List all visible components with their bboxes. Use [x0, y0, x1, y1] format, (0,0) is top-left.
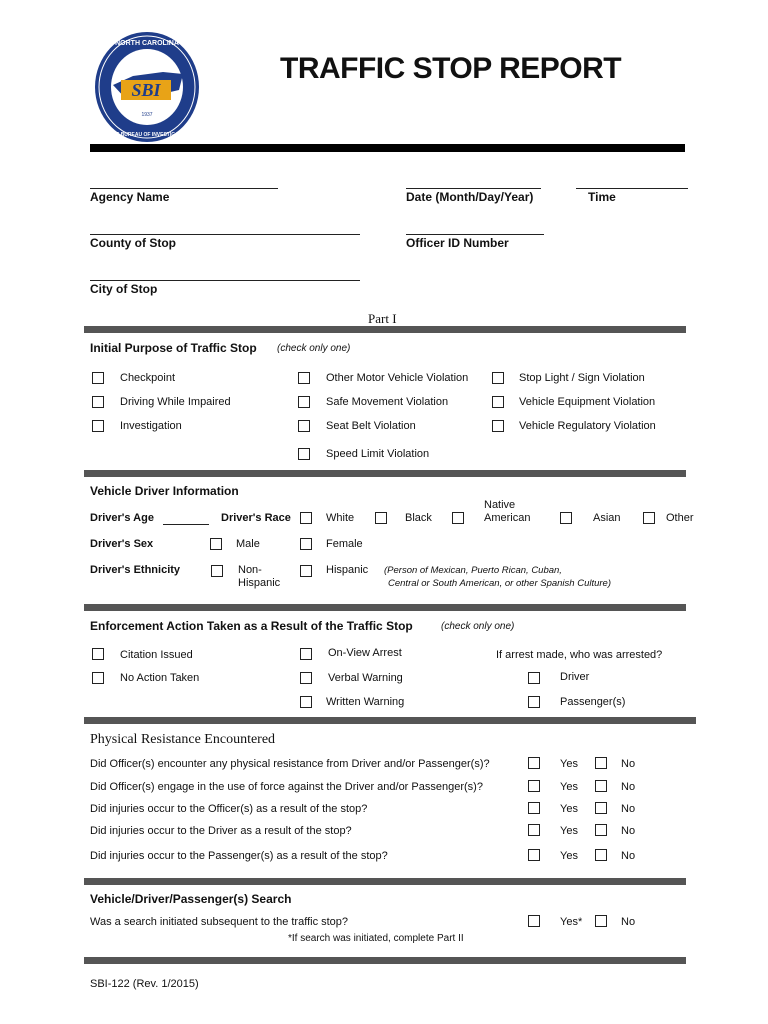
- svg-text:1937: 1937: [141, 112, 153, 118]
- svg-text:SBI: SBI: [131, 80, 161, 100]
- driver-injury-yes-label: Yes: [560, 825, 578, 837]
- section-divider: [84, 604, 686, 611]
- sex-female-checkbox[interactable]: [300, 538, 312, 550]
- written-warning-label: Written Warning: [326, 696, 405, 708]
- race-native-checkbox[interactable]: [452, 512, 464, 524]
- safe-movement-checkbox[interactable]: [298, 396, 310, 408]
- driver-injury-no-checkbox[interactable]: [595, 824, 607, 836]
- officer-injury-yes-label: Yes: [560, 803, 578, 815]
- sex-male-label: Male: [236, 538, 260, 550]
- race-white-label: White: [326, 512, 355, 524]
- search-note: *If search was initiated, complete Part II: [288, 933, 464, 944]
- search-heading: Vehicle/Driver/Passenger(s) Search: [90, 892, 292, 906]
- section-divider: [84, 470, 686, 477]
- stop-light-checkbox[interactable]: [492, 372, 504, 384]
- citation-checkbox[interactable]: [92, 648, 104, 660]
- time-line[interactable]: [576, 188, 688, 189]
- race-black-label: Black: [405, 512, 432, 524]
- part-label: Part I: [368, 311, 397, 326]
- passenger-injury-yes-label: Yes: [560, 850, 578, 862]
- passenger-injury-yes-checkbox[interactable]: [528, 849, 540, 861]
- resistance-heading: Physical Resistance Encountered: [90, 732, 276, 747]
- race-other-label: Other: [666, 512, 694, 524]
- svg-text:NORTH CAROLINA: NORTH CAROLINA: [115, 40, 179, 47]
- officer-injury-no-label: No: [621, 803, 636, 815]
- search-yes-checkbox[interactable]: [528, 915, 540, 927]
- section-divider: [84, 326, 686, 333]
- resistance-no-checkbox[interactable]: [595, 757, 607, 769]
- driver-heading: Vehicle Driver Information: [90, 484, 239, 498]
- race-black-checkbox[interactable]: [375, 512, 387, 524]
- seat-belt-checkbox[interactable]: [298, 420, 310, 432]
- no-action-checkbox[interactable]: [92, 672, 104, 684]
- date-line[interactable]: [406, 188, 541, 189]
- verbal-warning-label: Verbal Warning: [328, 672, 403, 684]
- eth-non-hispanic-checkbox[interactable]: [211, 565, 223, 577]
- driver-injury-no-label: No: [621, 825, 636, 837]
- driver-age-label: Driver's Age: [90, 512, 154, 524]
- driver-injury-yes-checkbox[interactable]: [528, 824, 540, 836]
- other-mv-label: Other Motor Vehicle Violation: [326, 372, 469, 384]
- title-rule: [90, 144, 685, 152]
- vehicle-regulatory-label: Vehicle Regulatory Violation: [519, 420, 656, 432]
- race-asian-label: Asian: [593, 512, 621, 524]
- citation-label: Citation Issued: [120, 649, 193, 661]
- search-no-label: No: [621, 916, 636, 928]
- dwi-label: Driving While Impaired: [120, 396, 231, 408]
- driver-age-line[interactable]: [163, 524, 209, 525]
- race-other-checkbox[interactable]: [643, 512, 655, 524]
- speed-limit-label: Speed Limit Violation: [326, 448, 430, 460]
- vehicle-equipment-checkbox[interactable]: [492, 396, 504, 408]
- time-label: Time: [588, 190, 616, 204]
- force-yes-label: Yes: [560, 781, 578, 793]
- date-label: Date (Month/Day/Year): [406, 190, 534, 204]
- section-divider: [84, 717, 696, 724]
- investigation-checkbox[interactable]: [92, 420, 104, 432]
- arrest-driver-label: Driver: [560, 671, 590, 683]
- onview-arrest-label: On-View Arrest: [328, 647, 402, 659]
- resistance-yes-label: Yes: [560, 758, 578, 770]
- driver-injury-question: Did injuries occur to the Driver as a result of the stop?: [90, 825, 352, 837]
- verbal-warning-checkbox[interactable]: [300, 672, 312, 684]
- form-number: SBI-122 (Rev. 1/2015): [90, 978, 199, 990]
- eth-hispanic-checkbox[interactable]: [300, 565, 312, 577]
- eth-non-hispanic-label-2: Hispanic: [238, 577, 281, 589]
- arrest-driver-checkbox[interactable]: [528, 672, 540, 684]
- section-divider: [84, 957, 686, 964]
- force-yes-checkbox[interactable]: [528, 780, 540, 792]
- resistance-no-label: No: [621, 758, 636, 770]
- search-yes-label: Yes*: [560, 916, 583, 928]
- other-mv-checkbox[interactable]: [298, 372, 310, 384]
- report-title: TRAFFIC STOP REPORT: [280, 52, 622, 85]
- city-label: City of Stop: [90, 282, 158, 296]
- purpose-hint: (check only one): [277, 343, 351, 354]
- enforcement-heading: Enforcement Action Taken as a Result of the Traffic Stop: [90, 619, 413, 633]
- enforcement-hint: (check only one): [441, 621, 515, 632]
- vehicle-regulatory-checkbox[interactable]: [492, 420, 504, 432]
- race-native-label-2: American: [484, 512, 531, 524]
- sex-female-label: Female: [326, 538, 363, 550]
- search-no-checkbox[interactable]: [595, 915, 607, 927]
- passenger-injury-question: Did injuries occur to the Passenger(s) as a result of the stop?: [90, 850, 388, 862]
- passenger-injury-no-checkbox[interactable]: [595, 849, 607, 861]
- agency-name-line[interactable]: [90, 188, 278, 189]
- vehicle-equipment-label: Vehicle Equipment Violation: [519, 396, 656, 408]
- force-no-label: No: [621, 781, 636, 793]
- arrest-passenger-checkbox[interactable]: [528, 696, 540, 708]
- sex-male-checkbox[interactable]: [210, 538, 222, 550]
- eth-note-2: Central or South American, or other Spanish Culture): [388, 578, 612, 589]
- city-line[interactable]: [90, 280, 360, 281]
- county-line[interactable]: [90, 234, 360, 235]
- race-white-checkbox[interactable]: [300, 512, 312, 524]
- sbi-seal-logo: [93, 30, 201, 144]
- driver-sex-label: Driver's Sex: [90, 538, 154, 550]
- stop-light-label: Stop Light / Sign Violation: [519, 372, 645, 384]
- arrest-question: If arrest made, who was arrested?: [496, 649, 663, 661]
- resistance-question: Did Officer(s) encounter any physical resistance from Driver and/or Passenger(s)?: [90, 758, 490, 770]
- seat-belt-label: Seat Belt Violation: [326, 420, 416, 432]
- officer-injury-question: Did injuries occur to the Officer(s) as a result of the stop?: [90, 803, 368, 815]
- race-native-label-1: Native: [484, 499, 516, 511]
- eth-note-1: (Person of Mexican, Puerto Rican, Cuban,: [384, 565, 562, 576]
- onview-arrest-checkbox[interactable]: [300, 648, 312, 660]
- resistance-yes-checkbox[interactable]: [528, 757, 540, 769]
- passenger-injury-no-label: No: [621, 850, 636, 862]
- officer-injury-no-checkbox[interactable]: [595, 802, 607, 814]
- driver-ethnicity-label: Driver's Ethnicity: [90, 564, 181, 576]
- section-divider: [84, 878, 686, 885]
- purpose-heading: Initial Purpose of Traffic Stop: [90, 341, 257, 355]
- force-no-checkbox[interactable]: [595, 780, 607, 792]
- search-question: Was a search initiated subsequent to the traffic stop?: [90, 916, 349, 928]
- county-label: County of Stop: [90, 236, 176, 250]
- svg-text:STATE BUREAU OF INVESTIGATION: STATE BUREAU OF INVESTIGATION: [103, 132, 191, 138]
- checkpoint-checkbox[interactable]: [92, 372, 104, 384]
- no-action-label: No Action Taken: [120, 672, 200, 684]
- dwi-checkbox[interactable]: [92, 396, 104, 408]
- officer-id-label: Officer ID Number: [406, 236, 509, 250]
- agency-name-label: Agency Name: [90, 190, 170, 204]
- officer-injury-yes-checkbox[interactable]: [528, 802, 540, 814]
- driver-race-label: Driver's Race: [221, 512, 291, 524]
- race-asian-checkbox[interactable]: [560, 512, 572, 524]
- officer-id-line[interactable]: [406, 234, 544, 235]
- investigation-label: Investigation: [120, 420, 182, 432]
- force-question: Did Officer(s) engage in the use of force against the Driver and/or Passenger(s)?: [90, 781, 483, 793]
- safe-movement-label: Safe Movement Violation: [326, 396, 449, 408]
- arrest-passenger-label: Passenger(s): [560, 696, 626, 708]
- eth-hispanic-label: Hispanic: [326, 564, 369, 576]
- checkpoint-label: Checkpoint: [120, 372, 176, 384]
- written-warning-checkbox[interactable]: [300, 696, 312, 708]
- eth-non-hispanic-label-1: Non-: [238, 564, 262, 576]
- speed-limit-checkbox[interactable]: [298, 448, 310, 460]
